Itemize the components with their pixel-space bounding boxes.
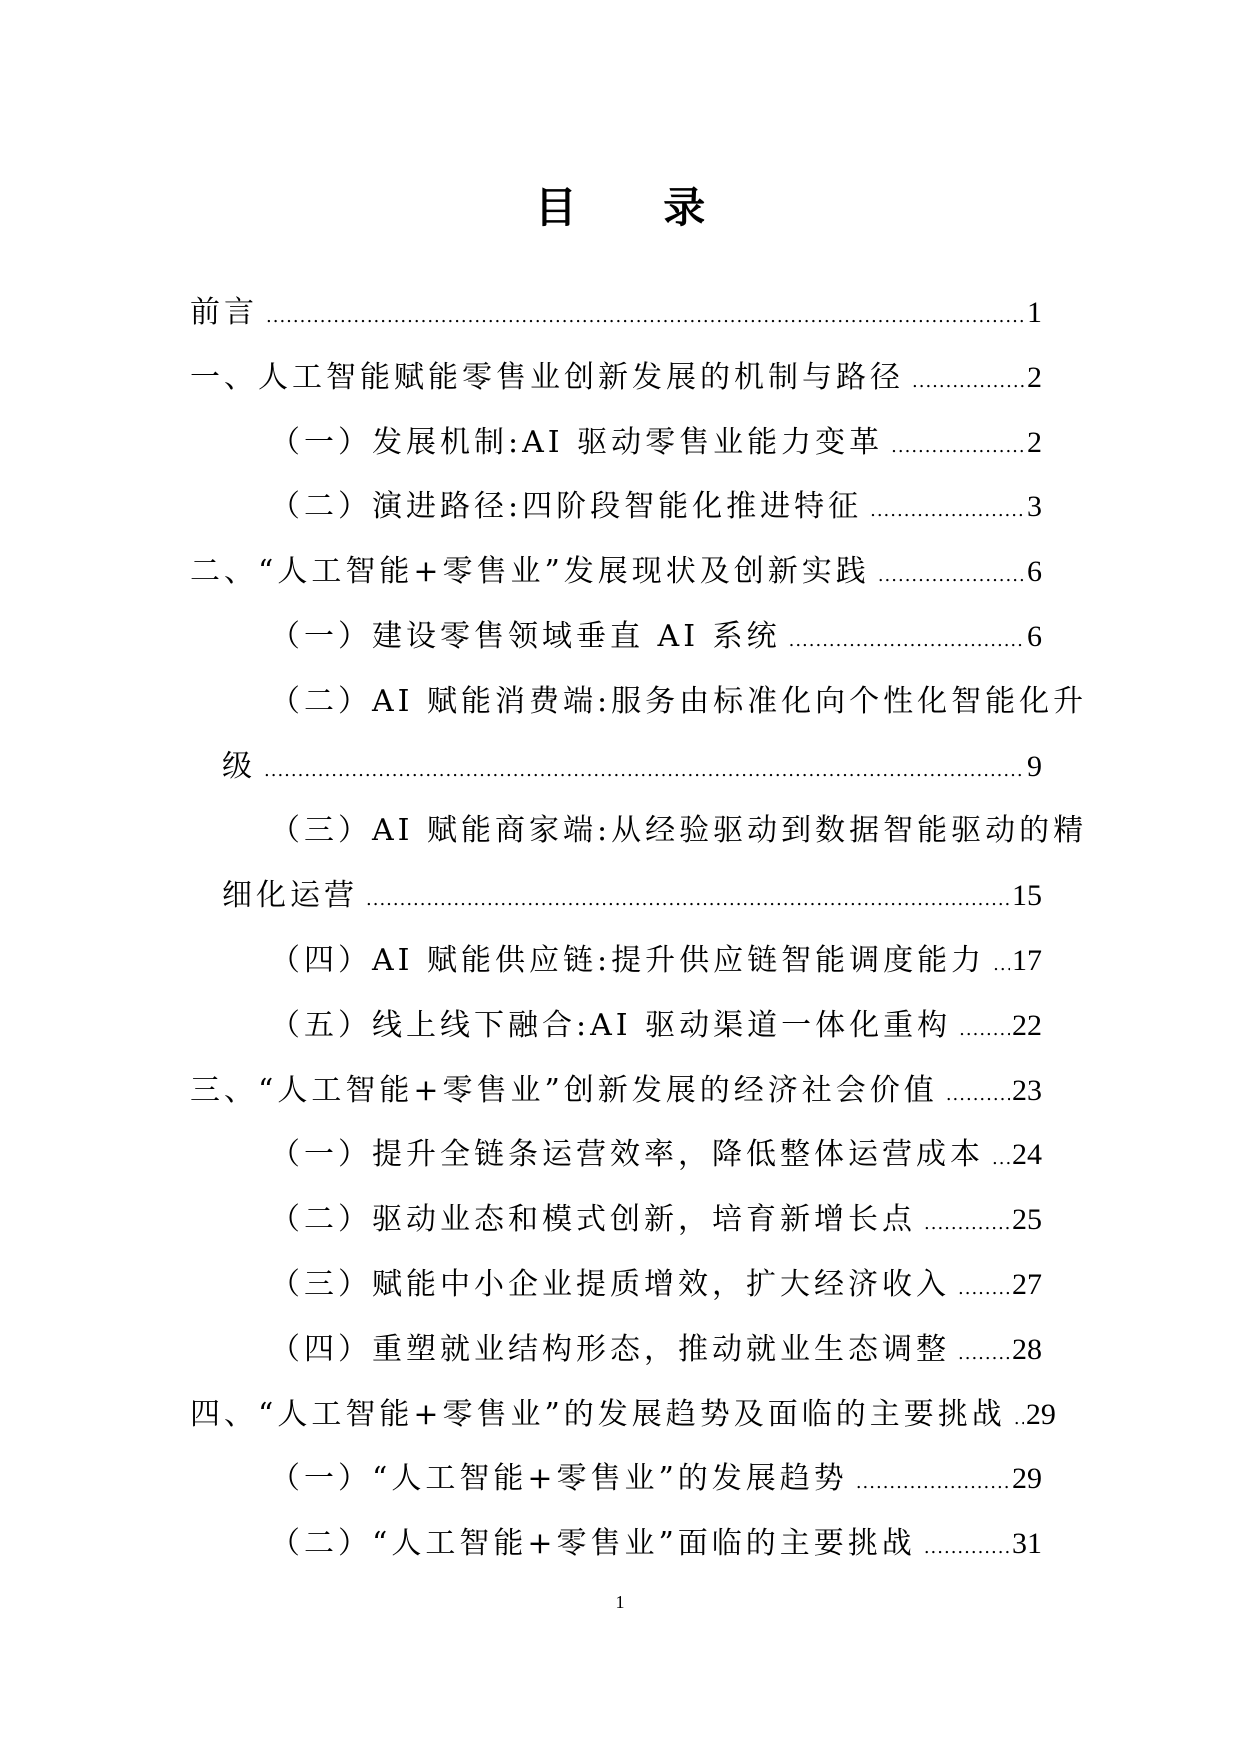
dot-leader — [266, 281, 1025, 350]
toc-entry[interactable] — [0, 799, 1240, 929]
toc-entry-page: 6 — [1027, 555, 1042, 589]
toc-entry-title: （四）AI 赋能供应链:提升供应链智能调度能力 — [270, 942, 986, 978]
toc-entry[interactable] — [0, 1253, 1240, 1318]
toc-entry-title: （二）演进路径:四阶段智能化推进特征 — [270, 489, 863, 525]
toc-entry-title: （二）“人工智能+零售业”面临的主要挑战 — [270, 1526, 916, 1562]
dot-leader — [856, 1447, 1010, 1516]
toc-entry-page: 3 — [1027, 490, 1042, 524]
toc-entry[interactable] — [0, 670, 1240, 800]
dot-leader — [366, 864, 1010, 933]
toc-entry-page: 2 — [1027, 360, 1042, 394]
dot-leader — [878, 540, 1025, 609]
toc-entry[interactable] — [0, 411, 1240, 476]
toc-entry[interactable] — [0, 281, 1240, 346]
toc-entry[interactable] — [0, 929, 1240, 994]
toc-entry-title: （一）提升全链条运营效率，降低整体运营成本 — [270, 1137, 984, 1173]
toc-entry[interactable] — [0, 1123, 1240, 1188]
toc-entry-page: 15 — [1012, 879, 1042, 913]
toc-entry[interactable] — [0, 1447, 1240, 1512]
dot-leader — [946, 1059, 1010, 1128]
toc-entry[interactable] — [0, 475, 1240, 540]
toc-entry-title-continued: 细化运营 — [222, 878, 358, 914]
toc-entry-page: 24 — [1012, 1138, 1042, 1172]
page-title: 目 录 — [534, 183, 742, 232]
dot-leader — [958, 1318, 1010, 1387]
toc-entry-page: 6 — [1027, 619, 1042, 653]
dot-leader — [912, 346, 1025, 415]
toc-entry-page: 28 — [1012, 1332, 1042, 1366]
footer-page-number: 1 — [615, 1592, 625, 1612]
dot-leader — [924, 1188, 1010, 1257]
dot-leader — [870, 475, 1025, 544]
toc-entry[interactable] — [0, 1383, 1240, 1448]
toc-entry-title-continued: 级 — [222, 748, 256, 784]
toc-entry-title: （一）建设零售领域垂直 AI 系统 — [270, 618, 781, 654]
dot-leader — [789, 605, 1025, 674]
dot-leader — [958, 1253, 1010, 1322]
toc-entry[interactable] — [0, 1059, 1240, 1124]
toc-entry[interactable] — [0, 994, 1240, 1059]
toc-entry-page: 17 — [1012, 943, 1042, 977]
toc-entry-title: （四）重塑就业结构形态，推动就业生态调整 — [270, 1331, 950, 1367]
table-of-contents — [0, 281, 1240, 1577]
toc-entry-page: 22 — [1012, 1008, 1042, 1042]
toc-entry-title: 四、“人工智能+零售业”的发展趋势及面临的主要挑战 — [190, 1396, 1006, 1432]
dot-leader — [924, 1512, 1010, 1581]
toc-entry-title: （五）线上线下融合:AI 驱动渠道一体化重构 — [270, 1007, 952, 1043]
toc-entry[interactable] — [0, 346, 1240, 411]
toc-entry-page: 1 — [1027, 296, 1042, 329]
toc-entry-title: （二）AI 赋能消费端:服务由标准化向个性化智能化升 — [270, 683, 1088, 719]
dot-leader — [891, 411, 1025, 480]
toc-entry-title: 三、“人工智能+零售业”创新发展的经济社会价值 — [190, 1072, 938, 1108]
toc-entry-title: （一）发展机制:AI 驱动零售业能力变革 — [270, 424, 884, 460]
toc-entry-title: （二）驱动业态和模式创新，培育新增长点 — [270, 1202, 916, 1238]
toc-entry-page: 23 — [1012, 1073, 1042, 1107]
toc-entry-title: （一）“人工智能+零售业”的发展趋势 — [270, 1461, 848, 1497]
dot-leader — [264, 735, 1025, 804]
toc-entry-page: 2 — [1027, 425, 1042, 459]
toc-entry-page: 27 — [1012, 1267, 1042, 1301]
toc-entry-page: 29 — [1012, 1462, 1042, 1496]
toc-entry-page: 9 — [1027, 749, 1042, 783]
toc-entry-title: 二、“人工智能+零售业”发展现状及创新实践 — [190, 554, 870, 590]
toc-entry-page: 31 — [1012, 1527, 1042, 1561]
toc-entry-title: （三）赋能中小企业提质增效，扩大经济收入 — [270, 1266, 950, 1302]
toc-entry-title: （三）AI 赋能商家端:从经验驱动到数据智能驱动的精 — [270, 813, 1088, 849]
toc-entry-title: 前言 — [190, 295, 258, 330]
toc-entry-title: 一、人工智能赋能零售业创新发展的机制与路径 — [190, 359, 904, 395]
toc-entry[interactable] — [0, 1512, 1240, 1577]
dot-leader — [1014, 1383, 1024, 1452]
toc-entry[interactable] — [0, 1188, 1240, 1253]
dot-leader — [959, 994, 1010, 1063]
toc-entry[interactable] — [0, 1318, 1240, 1383]
toc-entry[interactable] — [0, 605, 1240, 670]
dot-leader — [993, 929, 1010, 998]
toc-entry[interactable] — [0, 540, 1240, 605]
toc-entry-page: 29 — [1025, 1397, 1056, 1431]
dot-leader — [992, 1123, 1010, 1192]
toc-entry-page: 25 — [1012, 1203, 1042, 1237]
